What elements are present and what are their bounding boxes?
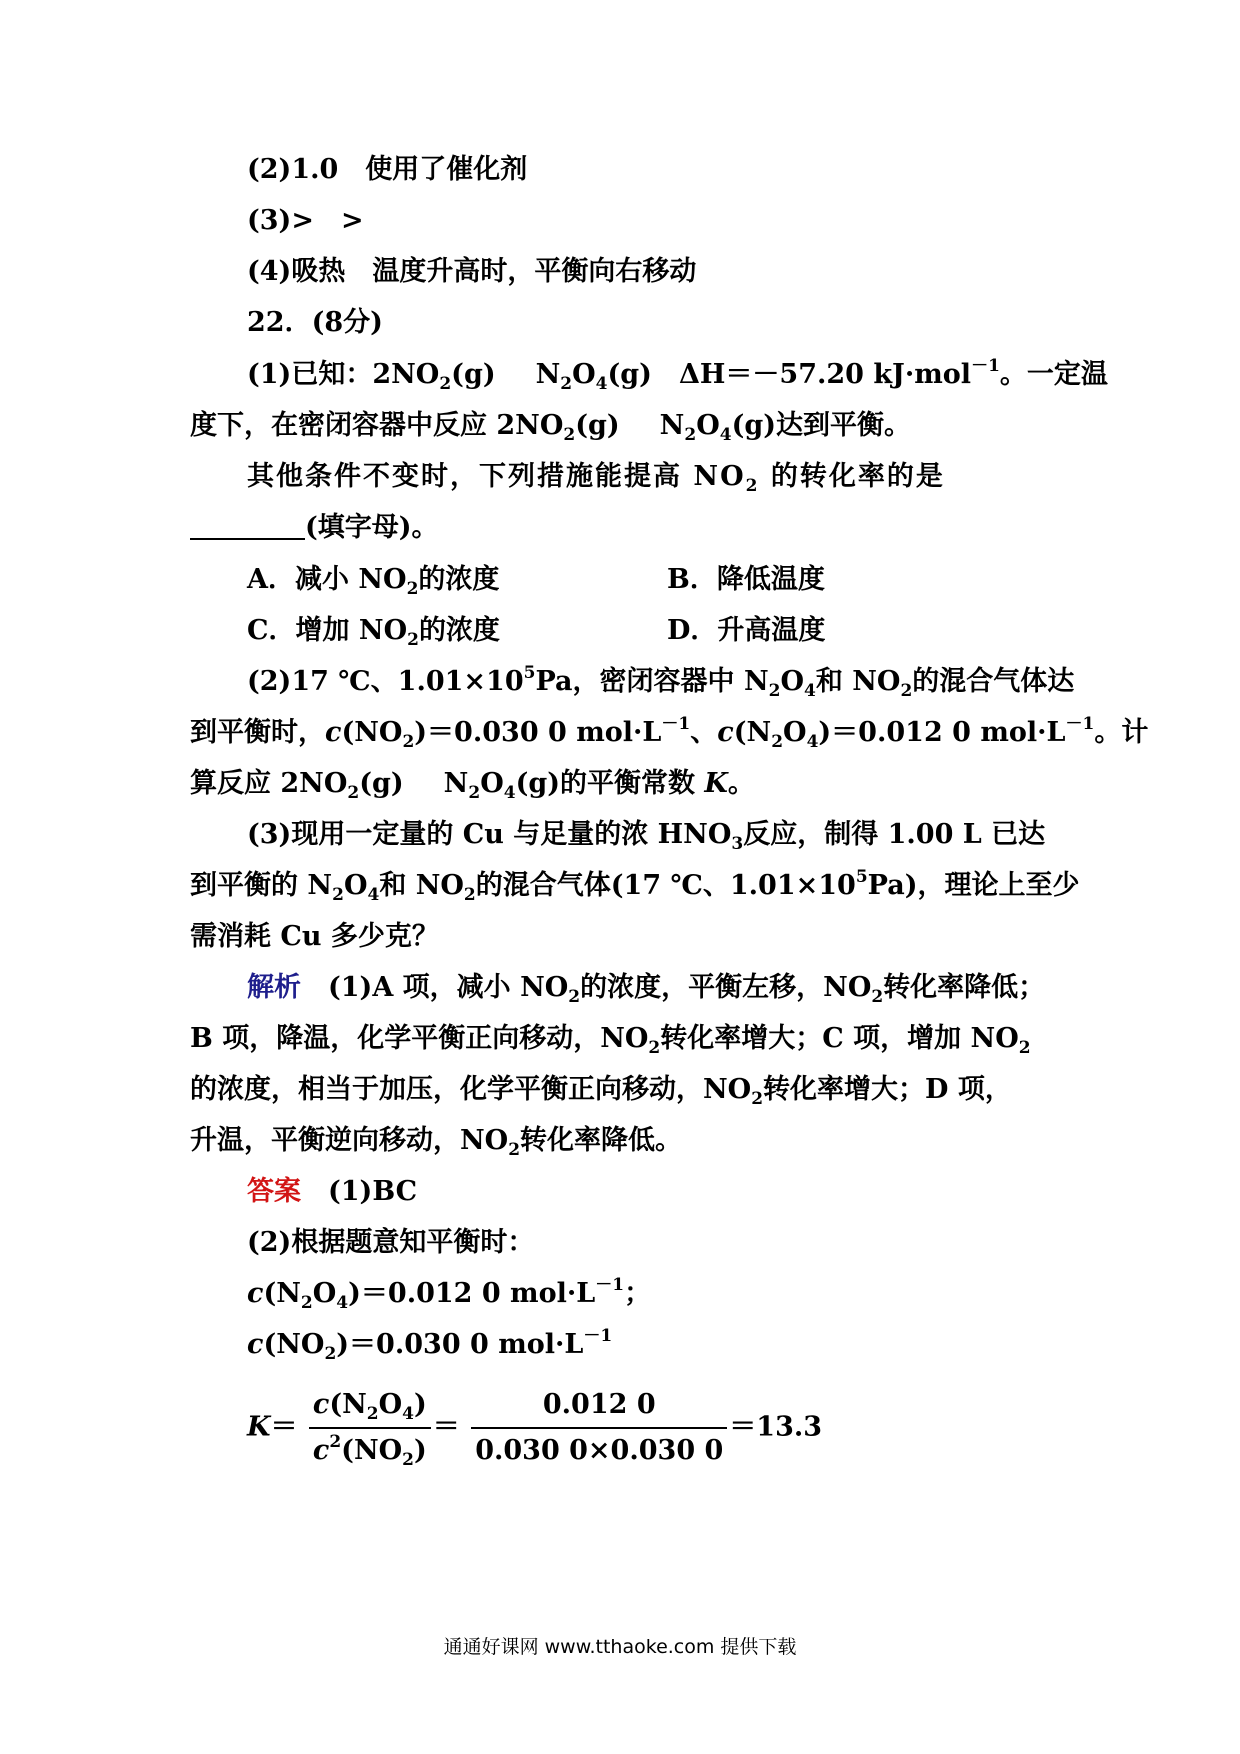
answer-tag: 答案 xyxy=(247,1176,301,1207)
fraction-numeric: $\frac{0.012 0}{0.030 0\times 0.030 0}$ xyxy=(471,1385,727,1471)
option-c: C．增加 $NO_2$的浓度 xyxy=(247,615,500,650)
answer-line-2: (2)1.0 使用了催化剂 xyxy=(247,154,528,185)
question-3-line-1: (3)现用一定量的 Cu 与足量的浓 $HNO_3$反应，制得 1.00 L 已达 xyxy=(247,819,1046,854)
question-line-1: (1)已知：$2NO_2(g)$ $N_2O_4(g)$ ΔH＝－57.20 kJ·mol$^{-1}$。一定温 xyxy=(247,356,1108,394)
question-2-line-1: (2)17 ℃、$1.01\times 10^5Pa$，密闭容器中 $N_2O_4$和 $NO_2$的混合气体达 xyxy=(247,663,1075,701)
analysis-tag: 解析 xyxy=(247,972,301,1003)
analysis-line-3: 的浓度，相当于加压，化学平衡正向移动，$NO_2$转化率增大；D 项， xyxy=(190,1074,1012,1109)
option-d: D．升高温度 xyxy=(667,615,826,646)
option-a: A．减小 $NO_2$的浓度 xyxy=(247,564,500,599)
question-3-line-3: 需消耗 Cu 多少克？ xyxy=(190,921,439,952)
answer-n2o4-conc: $c(N_2O_4)=0.012$ 0 $mol\cdot L^{-1}$； xyxy=(247,1275,652,1313)
question-2-line-2: 到平衡时，$c(NO_2)=0.030$ 0 $mol\cdot L^{-1}$、$c(N_2O_4)=0.012$ 0 $mol\cdot L^{-1}$。计 xyxy=(190,714,1149,752)
answer-line-4: (4)吸热 温度升高时，平衡向右移动 xyxy=(247,256,697,287)
question-line-4: (填字母)。 xyxy=(190,510,439,546)
answer-heading: 答案 (1)BC xyxy=(247,1176,418,1207)
answer-no2-conc: $c(NO_2)=0.030$ 0 $mol\cdot L^{-1}$ xyxy=(247,1326,613,1364)
fraction-symbolic: $\frac{c(N_2O_4)}{c^2(NO_2)}$ xyxy=(309,1385,431,1471)
analysis-line-1: 解析 (1)A 项，减小 $NO_2$的浓度，平衡左移，$NO_2$转化率降低； xyxy=(247,972,1046,1007)
page-footer: 通通好课网 www.tthaoke.com 提供下载 xyxy=(443,1636,797,1658)
answer-step-line: (2)根据题意知平衡时： xyxy=(247,1227,535,1258)
question-number: 22．(8分) xyxy=(247,307,383,338)
answer-line-3: (3)> > xyxy=(247,205,364,236)
question-line-2: 度下，在密闭容器中反应 $2NO_2(g)$ $N_2O_4(g)$达到平衡。 xyxy=(190,410,912,445)
question-2-line-3: 算反应 $2NO_2(g)$ $N_2O_4(g)$的平衡常数 K。 xyxy=(190,768,755,803)
option-b: B．降低温度 xyxy=(667,564,825,595)
question-line-3: 其他条件不变时，下列措施能提高 $NO_2$ 的转化率的是 xyxy=(247,461,945,496)
question-3-line-2: 到平衡的 $N_2O_4$和 $NO_2$的混合气体(17 ℃、$1.01\times 10^5Pa$)，理论上至少 xyxy=(190,867,1080,905)
analysis-line-2: B 项，降温，化学平衡正向移动，$NO_2$转化率增大；C 项，增加 $NO_2$ xyxy=(190,1023,1031,1058)
answer-blank xyxy=(190,512,305,540)
analysis-line-4: 升温，平衡逆向移动，$NO_2$转化率降低。 xyxy=(190,1125,683,1160)
equilibrium-formula: K＝ $\frac{c(N_2O_4)}{c^2(NO_2)}$ ＝ $\frac{0.012 0}{0.030 0\times 0.030 0}$ ＝13.3 xyxy=(247,1385,822,1471)
